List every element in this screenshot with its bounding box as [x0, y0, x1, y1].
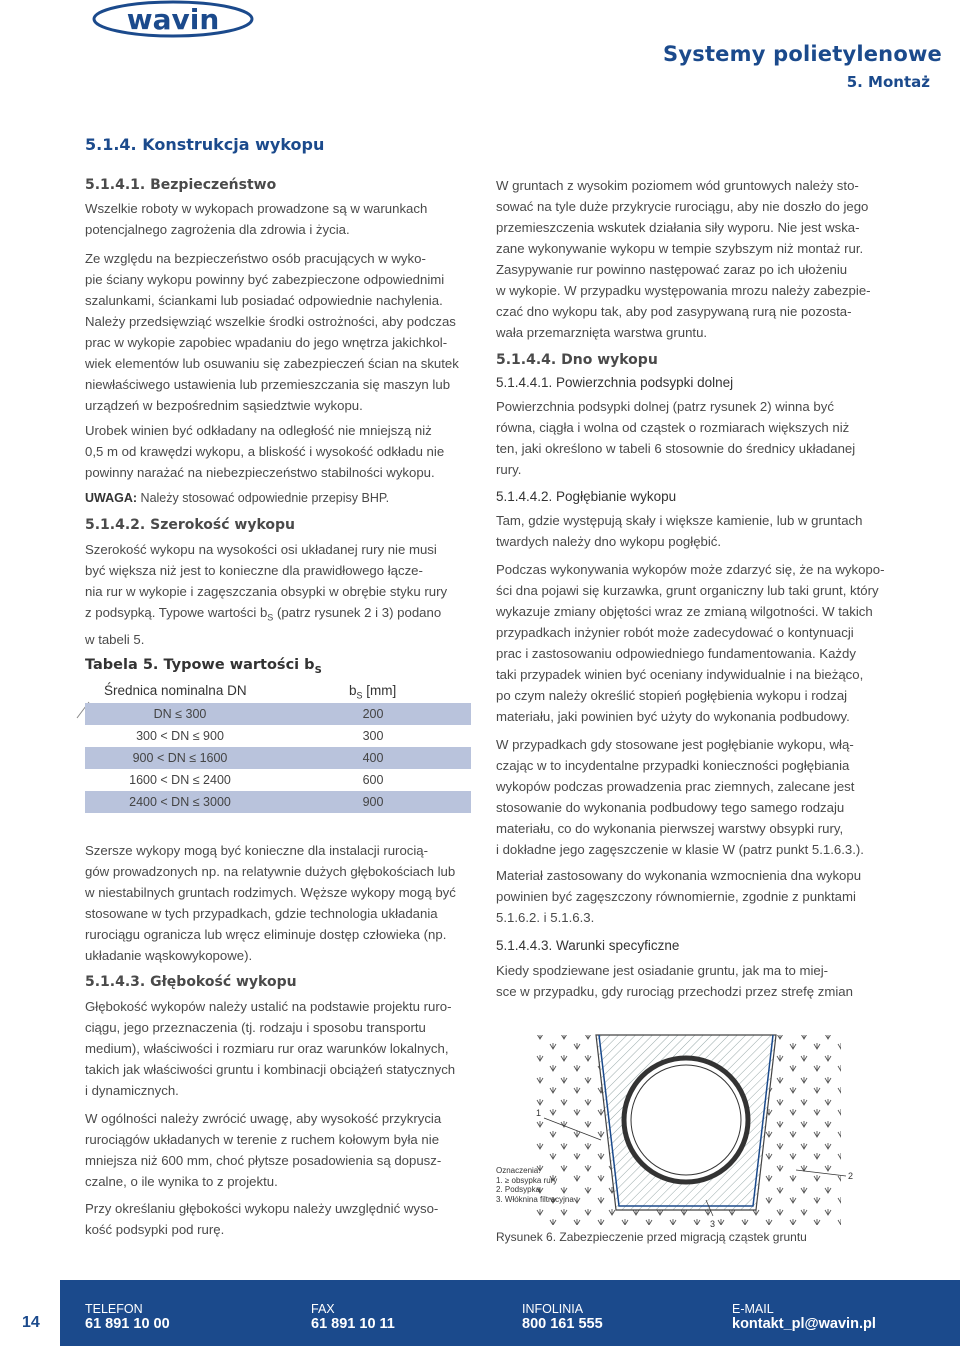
heading-bedding-surface: 5.1.4.4.1. Powierzchnia podsypki dolnej — [496, 375, 734, 390]
heading-specific-conditions: 5.1.4.4.3. Warunki specyficzne — [496, 938, 680, 953]
table-row — [85, 747, 471, 769]
table-title — [85, 657, 322, 676]
figure-legend — [496, 1166, 574, 1204]
legend-item: 2. Podsypka — [496, 1185, 541, 1194]
paragraph-quicksand: Podczas wykonywania wykopów może zdarzyć się, że na wykopo- ści dna pojawi się kurzawka, grunt organiczny lub taki grunt, który wykazuje zmiany objętości wraz ze zmianą wilgotności. W takich przypadkach inżynier robót może zadecydować o kontynuacji prac i zastosowaniu odpowiedniego fundamentowania. Każdy taki przypadek winien być oceniany indywidualnie i na bieżąco, po czym należy określić stopień pogłębienia wykopu i rodzaj materiału, jaki powinien być użyty do wykonania podbudowy. — [496, 562, 885, 724]
figure-label-2: 2 — [848, 1171, 854, 1181]
legend-item: 3. Włóknina filtracyjna — [496, 1194, 574, 1204]
paragraph-bedding: Przy określaniu głębokości wykopu należy uwzględnić wyso- kość podsypki pod rurę. — [85, 1201, 439, 1237]
footer-bar — [0, 1280, 960, 1346]
footer-phone[interactable]: 61 891 10 00 — [85, 1316, 170, 1332]
paragraph-depth: Głębokość wykopów należy ustalić na podstawie projektu ruro- ciągu, jego przeznaczenia (tj. rodzaju i sposobu transportu medium), właściwości i rozmiaru rur oraz warunków lokalnych, takich jak właściwości gruntu i kombinacji obciążeń statycznych i dynamicznych. — [85, 999, 456, 1098]
footer-hotline[interactable]: 800 161 555 — [522, 1316, 603, 1332]
paragraph-bedding-surface: Powierzchnia podsypki dolnej (patrz rysunek 2) winna być równa, ciągła i wolna od cząstek o rozmiarach większych niż ten, jaki określono w tabeli 6 stosownie do średnicy układanej rury. — [496, 399, 856, 477]
table-header-dn: Średnica nominalna DN — [104, 683, 247, 698]
table-title-text: Tabela 5. Typowe wartości b — [85, 657, 315, 673]
table-cell-bs: 600 — [362, 773, 384, 787]
legend-item: 1. ≥ obsypka rury — [496, 1175, 558, 1185]
paragraph-width-text-end: (patrz rysunek 2 i 3) podano w tabeli 5. — [85, 605, 442, 647]
heading-safety: 5.1.4.1. Bezpieczeństwo — [85, 177, 277, 193]
table-cell-bs: 200 — [362, 707, 384, 721]
page-number: 14 — [22, 1314, 40, 1331]
table-header-bs-subscript: S — [356, 690, 363, 701]
page-number-box — [0, 1280, 60, 1346]
footer-hotline-label: INFOLINIA — [522, 1302, 584, 1316]
svg-text:wavin: wavin — [126, 3, 220, 36]
paragraph-deepening: Tam, gdzie występują skały i większe kamienie, lub w gruntach twardych należy dno wykopu pogłębić. — [496, 513, 863, 549]
legend-title: Oznaczenia: — [496, 1166, 541, 1175]
footer-fax-label: FAX — [311, 1302, 335, 1316]
section-title: 5.1.4. Konstrukcja wykopu — [85, 135, 325, 154]
table-title-subscript: S — [314, 664, 322, 676]
footer-email-label: E-MAIL — [732, 1302, 774, 1316]
table-row — [85, 725, 471, 747]
subscript: S — [267, 612, 274, 623]
figure-caption: Rysunek 6. Zabezpieczenie przed migracją cząstek gruntu — [496, 1230, 807, 1244]
figure-label-3: 3 — [710, 1219, 716, 1229]
footer-phone-label: TELEFON — [85, 1302, 143, 1316]
paragraph-cover: W ogólności należy zwrócić uwagę, aby wysokość przykrycia rurociągów układanych w terenie z ruchem kołowym była nie mniejsza niż 600 mm, choć płytsze posadowienia są dopusz- czalne, o ile wynika to z projektu. — [85, 1111, 442, 1189]
table-row — [85, 791, 471, 813]
paragraph-safety-2: Ze względu na bezpieczeństwo osób pracujących w wyko- pie ściany wykopu powinny być zabezpieczone odpowiednimi szalunkami, ściankami lub posiadać odpowiednie nachylenia. Należy przedsięwziąć wszelkie środki ostrożności, aby podczas prac w wykopie zapobiec wpadaniu do jego wnętrza jakichkol- wiek elementów lub osuwaniu się zabezpieczeń ścian na skutek niewłaściwego ustawienia lub przemieszczania się maszyn lub urządzeń w bezpośrednim sąsiedztwie wykopu. — [85, 251, 459, 413]
table-cell-bs: 300 — [362, 729, 384, 743]
paragraph-wider-trenches: Szersze wykopy mogą być konieczne dla instalacji rurocią- gów prowadzonych np. na relatywnie dużych głębokościach lub w niestabilnych gruntach rodzimych. Węższe wykopy mogą być stosowane w tych przypadkach, gdzie technologia układania rurociągu ogranicza lub wręcz eliminuje dostęp człowieka (np. układanie wąskowykopowe). — [85, 843, 456, 963]
table-bs-values — [85, 703, 471, 813]
paragraph-width-text: Szerokość wykopu na wysokości osi układanej rury nie musi być większa niż jest to konieczne dla prawidłowego łącze- nia rur w wykopie i zagęszczania obsypki w obrębie styku rury z podsypką. Typowe wartości b — [85, 542, 448, 620]
paragraph-groundwater: W gruntach z wysokim poziomem wód gruntowych należy sto- sować na tyle duże przykrycie rurociągu, aby nie doszło do jego przemieszczenia wskutek działania siły wyporu. Nie jest wska- zane wykonywanie wykopu w tempie szybszym niż montaż rur. Zasypywanie rur powinno następować zaraz po ich ułożeniu w wykopie. W przypadku występowania mrozu należy zabezpie- czać dno wykopu tak, aby pod zasypywaną rurą nie pozosta- wała przemarznięta warstwa gruntu. — [496, 178, 871, 340]
table-cell-bs: 900 — [362, 795, 384, 809]
paragraph-spoil: Urobek winien być odkładany na odległość nie mniejszą niż 0,5 m od krawędzi wykopu, a bliskość i wysokość odkładu nie powinny narażać na niebezpieczeństwo stabilności wykopu. — [85, 423, 445, 480]
heading-deepening: 5.1.4.4.2. Pogłębianie wykopu — [496, 489, 677, 504]
wavin-logo — [92, 0, 254, 38]
table-cell-dn: 900 < DN ≤ 1600 — [132, 751, 228, 765]
heading-depth: 5.1.4.3. Głębokość wykopu — [85, 974, 297, 990]
footer-fax: 61 891 10 11 — [311, 1316, 395, 1332]
paragraph-specific-conditions: Kiedy spodziewane jest osiadanie gruntu, jak ma to miej- sce w przypadku, gdy rurociąg przechodzi przez strefę zmian — [496, 963, 853, 999]
table-cell-dn: DN ≤ 300 — [153, 707, 207, 721]
paragraph-deepening-material: W przypadkach gdy stosowane jest pogłębianie wykopu, włą- czając w to incydentalne przypadki konieczności pogłębiania wykopów podczas prowadzenia prac ziemnych, zalecane jest stosowanie do wykonania podbudowy tego samego rodzaju materiału, co do wykonania pierwszej warstwy obsypki rury, i dokładne jego zagęszczenie w klasie W (patrz punkt 5.1.6.3.). — [496, 737, 864, 857]
table-cell-dn: 2400 < DN ≤ 3000 — [129, 795, 231, 809]
figure-label-1: 1 — [536, 1108, 542, 1118]
table-row — [85, 769, 471, 791]
warning-note — [85, 488, 475, 509]
paragraph-safety-1: Wszelkie roboty w wykopach prowadzone są w warunkach potencjalnego zagrożenia dla zdrowia i życia. — [85, 201, 428, 237]
table-header-bs — [349, 683, 396, 701]
chapter-subtitle: 5. Montaż — [846, 73, 930, 91]
table-header-bs-unit: [mm] — [362, 683, 397, 698]
heading-trench-bottom: 5.1.4.4. Dno wykopu — [496, 352, 658, 368]
trench-figure — [496, 1030, 896, 1235]
table-cell-dn: 1600 < DN ≤ 2400 — [129, 773, 231, 787]
table-cell-dn: 300 < DN ≤ 900 — [136, 729, 224, 743]
paragraph-width — [85, 539, 475, 650]
footer-email-link[interactable]: kontakt_pl@wavin.pl — [732, 1316, 876, 1332]
table-header-bs-text: b — [349, 683, 357, 698]
paragraph-reinforcement: Materiał zastosowany do wykonania wzmocnienia dna wykopu powinien być zagęszczony równomiernie, zgodnie z punktami 5.1.6.2. i 5.1.6.3. — [496, 868, 862, 925]
document-title: Systemy polietylenowe — [663, 42, 942, 66]
table-cell-bs: 400 — [362, 751, 384, 765]
heading-width: 5.1.4.2. Szerokość wykopu — [85, 517, 296, 533]
warning-label: UWAGA: — [85, 491, 138, 505]
table-row — [85, 703, 471, 725]
warning-text: Należy stosować odpowiednie przepisy BHP. — [137, 491, 390, 505]
